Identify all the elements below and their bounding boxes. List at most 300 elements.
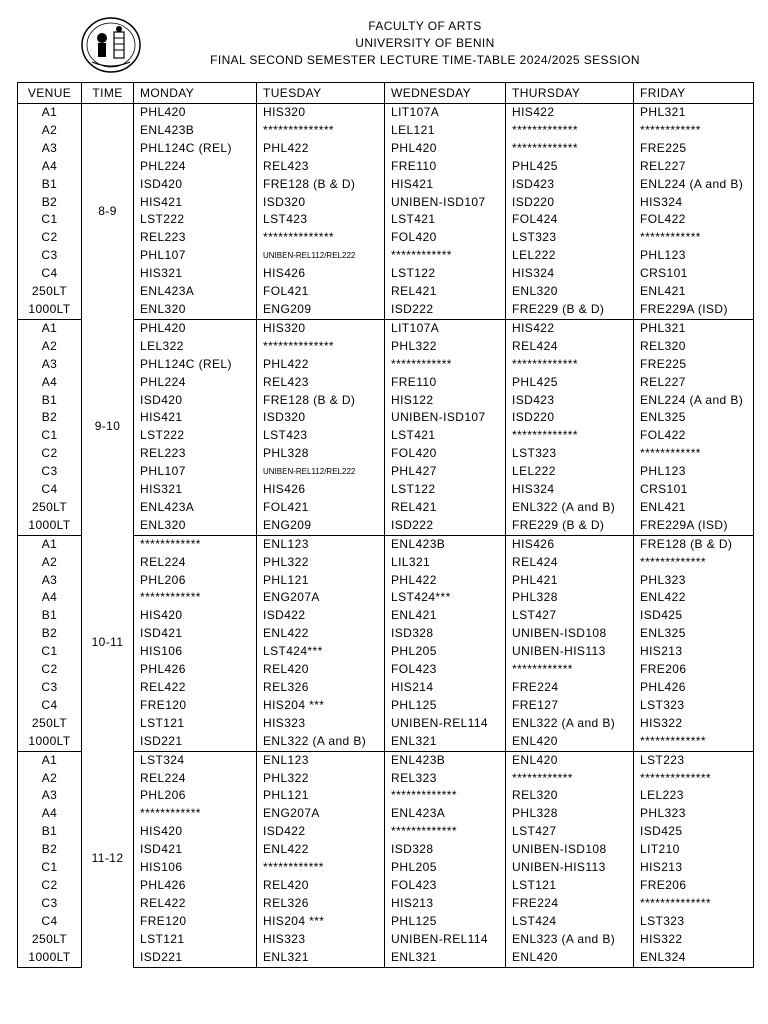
thursday-course-cell: UNIBEN-HIS113 (506, 859, 634, 877)
venue-cell: 1000LT (18, 733, 82, 751)
wednesday-course-cell: ENL423B (385, 535, 506, 553)
thursday-course-cell: ENL420 (506, 949, 634, 967)
thursday-course-cell: LST427 (506, 607, 634, 625)
friday-course-cell: ************** (634, 895, 754, 913)
friday-course-cell: ENL324 (634, 949, 754, 967)
thursday-course-cell: HIS426 (506, 535, 634, 553)
venue-cell: C4 (18, 265, 82, 283)
venue-cell: C2 (18, 229, 82, 247)
thursday-course-cell: UNIBEN-HIS113 (506, 643, 634, 661)
thursday-course-cell: LST424 (506, 913, 634, 931)
tuesday-course-cell: UNIBEN-REL112/REL222 (257, 247, 385, 265)
thursday-course-cell: ISD423 (506, 176, 634, 194)
wednesday-course-cell: LST122 (385, 481, 506, 499)
tuesday-course-cell: HIS204 *** (257, 913, 385, 931)
wednesday-course-cell: PHL422 (385, 572, 506, 590)
monday-course-cell: ISD420 (134, 176, 257, 194)
monday-course-cell: PHL124C (REL) (134, 140, 257, 158)
timetable-title: FINAL SECOND SEMESTER LECTURE TIME-TABLE 2024/2025 SESSION (210, 53, 640, 67)
thursday-course-cell: ISD220 (506, 194, 634, 212)
friday-course-cell: ************* (634, 733, 754, 751)
wednesday-course-cell: ************* (385, 823, 506, 841)
document-heading (150, 18, 700, 69)
wednesday-course-cell: PHL205 (385, 643, 506, 661)
friday-course-cell: PHL123 (634, 247, 754, 265)
thursday-course-cell: HIS324 (506, 481, 634, 499)
friday-course-cell: HIS322 (634, 931, 754, 949)
wednesday-course-cell: FOL423 (385, 877, 506, 895)
venue-cell: C4 (18, 481, 82, 499)
tuesday-course-cell: FOL421 (257, 283, 385, 301)
thursday-course-cell: ENL320 (506, 283, 634, 301)
friday-course-cell: ENL224 (A and B) (634, 176, 754, 194)
friday-course-cell: FRE206 (634, 661, 754, 679)
venue-cell: A2 (18, 338, 82, 356)
friday-course-cell: HIS324 (634, 194, 754, 212)
column-header-wednesday: WEDNESDAY (385, 83, 506, 104)
tuesday-course-cell: ENG207A (257, 805, 385, 823)
friday-course-cell: CRS101 (634, 265, 754, 283)
friday-course-cell: FOL422 (634, 211, 754, 229)
wednesday-course-cell: UNIBEN-REL114 (385, 715, 506, 733)
friday-course-cell: HIS213 (634, 643, 754, 661)
wednesday-course-cell: PHL125 (385, 913, 506, 931)
friday-course-cell: FRE225 (634, 140, 754, 158)
table-row (18, 751, 754, 769)
tuesday-course-cell: PHL322 (257, 770, 385, 788)
thursday-course-cell: PHL425 (506, 374, 634, 392)
time-slot-cell: 8-9 (82, 104, 134, 320)
tuesday-course-cell: REL326 (257, 679, 385, 697)
monday-course-cell: PHL206 (134, 787, 257, 805)
lecture-timetable (17, 82, 754, 968)
friday-course-cell: PHL323 (634, 572, 754, 590)
thursday-course-cell: PHL328 (506, 805, 634, 823)
tuesday-course-cell: LST423 (257, 211, 385, 229)
monday-course-cell: PHL224 (134, 158, 257, 176)
wednesday-course-cell: LST424*** (385, 589, 506, 607)
friday-course-cell: ISD425 (634, 607, 754, 625)
monday-course-cell: REL422 (134, 895, 257, 913)
friday-course-cell: ISD425 (634, 823, 754, 841)
monday-course-cell: LST222 (134, 211, 257, 229)
monday-course-cell: HIS420 (134, 607, 257, 625)
wednesday-course-cell: PHL427 (385, 463, 506, 481)
tuesday-course-cell: ENL422 (257, 625, 385, 643)
venue-cell: B2 (18, 409, 82, 427)
venue-cell: A3 (18, 787, 82, 805)
thursday-course-cell: FRE224 (506, 895, 634, 913)
monday-course-cell: HIS421 (134, 409, 257, 427)
wednesday-course-cell: REL421 (385, 283, 506, 301)
table-header-row (18, 83, 754, 104)
venue-cell: C2 (18, 877, 82, 895)
thursday-course-cell: ************* (506, 122, 634, 140)
tuesday-course-cell: FRE128 (B & D) (257, 176, 385, 194)
monday-course-cell: LST121 (134, 715, 257, 733)
tuesday-course-cell: UNIBEN-REL112/REL222 (257, 463, 385, 481)
wednesday-course-cell: ************* (385, 787, 506, 805)
wednesday-course-cell: ISD328 (385, 625, 506, 643)
monday-course-cell: PHL426 (134, 877, 257, 895)
venue-cell: B1 (18, 823, 82, 841)
wednesday-course-cell: FRE110 (385, 158, 506, 176)
venue-cell: 250LT (18, 931, 82, 949)
tuesday-course-cell: ENG207A (257, 589, 385, 607)
tuesday-course-cell: ************ (257, 859, 385, 877)
monday-course-cell: ISD221 (134, 949, 257, 967)
friday-course-cell: FRE229A (ISD) (634, 301, 754, 319)
friday-course-cell: LST323 (634, 913, 754, 931)
venue-cell: 1000LT (18, 949, 82, 967)
wednesday-course-cell: ISD222 (385, 517, 506, 535)
monday-course-cell: ISD420 (134, 392, 257, 410)
monday-course-cell: PHL224 (134, 374, 257, 392)
column-header-tuesday: TUESDAY (257, 83, 385, 104)
column-header-thursday: THURSDAY (506, 83, 634, 104)
tuesday-course-cell: HIS323 (257, 931, 385, 949)
friday-course-cell: HIS322 (634, 715, 754, 733)
wednesday-course-cell: LIT107A (385, 319, 506, 337)
tuesday-course-cell: HIS426 (257, 265, 385, 283)
monday-course-cell: ISD421 (134, 625, 257, 643)
tuesday-course-cell: REL423 (257, 158, 385, 176)
thursday-course-cell: FRE229 (B & D) (506, 517, 634, 535)
tuesday-course-cell: ENG209 (257, 517, 385, 535)
thursday-course-cell: ENL420 (506, 733, 634, 751)
venue-cell: A4 (18, 589, 82, 607)
friday-course-cell: ************* (634, 554, 754, 572)
wednesday-course-cell: ISD222 (385, 301, 506, 319)
monday-course-cell: ************ (134, 535, 257, 553)
tuesday-course-cell: HIS320 (257, 319, 385, 337)
table-row (18, 104, 754, 122)
friday-course-cell: LIT210 (634, 841, 754, 859)
thursday-course-cell: FOL424 (506, 211, 634, 229)
thursday-course-cell: LEL222 (506, 247, 634, 265)
monday-course-cell: REL422 (134, 679, 257, 697)
wednesday-course-cell: PHL125 (385, 697, 506, 715)
wednesday-course-cell: ************ (385, 247, 506, 265)
monday-course-cell: ENL423A (134, 283, 257, 301)
thursday-course-cell: LST323 (506, 445, 634, 463)
friday-course-cell: REL320 (634, 338, 754, 356)
tuesday-course-cell: REL326 (257, 895, 385, 913)
monday-course-cell: ISD421 (134, 841, 257, 859)
venue-cell: A3 (18, 140, 82, 158)
table-row (18, 319, 754, 337)
wednesday-course-cell: ENL421 (385, 607, 506, 625)
timetable-body (18, 104, 754, 968)
thursday-course-cell: ISD423 (506, 392, 634, 410)
tuesday-course-cell: HIS320 (257, 104, 385, 122)
wednesday-course-cell: FOL423 (385, 661, 506, 679)
venue-cell: A1 (18, 104, 82, 122)
venue-cell: C3 (18, 463, 82, 481)
friday-course-cell: FOL422 (634, 427, 754, 445)
venue-cell: B2 (18, 625, 82, 643)
friday-course-cell: ************ (634, 229, 754, 247)
friday-course-cell: PHL426 (634, 679, 754, 697)
venue-cell: A3 (18, 572, 82, 590)
monday-course-cell: HIS106 (134, 643, 257, 661)
friday-course-cell: ENL421 (634, 283, 754, 301)
thursday-course-cell: LST121 (506, 877, 634, 895)
wednesday-course-cell: PHL205 (385, 859, 506, 877)
wednesday-course-cell: LIT107A (385, 104, 506, 122)
wednesday-course-cell: REL323 (385, 770, 506, 788)
tuesday-course-cell: PHL322 (257, 554, 385, 572)
monday-course-cell: PHL107 (134, 463, 257, 481)
wednesday-course-cell: LEL121 (385, 122, 506, 140)
venue-cell: 250LT (18, 715, 82, 733)
friday-course-cell: LST223 (634, 751, 754, 769)
university-crest-logo (80, 16, 142, 74)
thursday-course-cell: HIS324 (506, 265, 634, 283)
venue-cell: 250LT (18, 499, 82, 517)
monday-course-cell: FRE120 (134, 697, 257, 715)
monday-course-cell: ENL423A (134, 499, 257, 517)
wednesday-course-cell: UNIBEN-ISD107 (385, 409, 506, 427)
friday-course-cell: ENL224 (A and B) (634, 392, 754, 410)
thursday-course-cell: ************ (506, 661, 634, 679)
venue-cell: A1 (18, 751, 82, 769)
friday-course-cell: REL227 (634, 158, 754, 176)
thursday-course-cell: ENL420 (506, 751, 634, 769)
thursday-course-cell: HIS422 (506, 319, 634, 337)
tuesday-course-cell: PHL121 (257, 787, 385, 805)
thursday-course-cell: REL424 (506, 554, 634, 572)
monday-course-cell: PHL426 (134, 661, 257, 679)
column-header-friday: FRIDAY (634, 83, 754, 104)
wednesday-course-cell: UNIBEN-REL114 (385, 931, 506, 949)
thursday-course-cell: PHL421 (506, 572, 634, 590)
wednesday-course-cell: HIS421 (385, 176, 506, 194)
wednesday-course-cell: FRE110 (385, 374, 506, 392)
wednesday-course-cell: FOL420 (385, 445, 506, 463)
monday-course-cell: HIS106 (134, 859, 257, 877)
tuesday-course-cell: ISD320 (257, 409, 385, 427)
friday-course-cell: ************** (634, 770, 754, 788)
thursday-course-cell: LEL222 (506, 463, 634, 481)
thursday-course-cell: LST323 (506, 229, 634, 247)
tuesday-course-cell: REL420 (257, 877, 385, 895)
friday-course-cell: PHL123 (634, 463, 754, 481)
venue-cell: 1000LT (18, 517, 82, 535)
friday-course-cell: FRE206 (634, 877, 754, 895)
tuesday-course-cell: ENG209 (257, 301, 385, 319)
monday-course-cell: REL223 (134, 229, 257, 247)
tuesday-course-cell: ************** (257, 122, 385, 140)
thursday-course-cell: ENL322 (A and B) (506, 715, 634, 733)
tuesday-course-cell: ISD422 (257, 607, 385, 625)
tuesday-course-cell: ISD320 (257, 194, 385, 212)
friday-course-cell: HIS213 (634, 859, 754, 877)
thursday-course-cell: ************* (506, 427, 634, 445)
monday-course-cell: PHL420 (134, 104, 257, 122)
friday-course-cell: ************ (634, 445, 754, 463)
monday-course-cell: FRE120 (134, 913, 257, 931)
wednesday-course-cell: PHL322 (385, 338, 506, 356)
venue-cell: A3 (18, 356, 82, 374)
venue-cell: C4 (18, 697, 82, 715)
venue-cell: A2 (18, 122, 82, 140)
thursday-course-cell: FRE229 (B & D) (506, 301, 634, 319)
wednesday-course-cell: LST421 (385, 211, 506, 229)
tuesday-course-cell: HIS426 (257, 481, 385, 499)
venue-cell: C1 (18, 643, 82, 661)
friday-course-cell: ************ (634, 122, 754, 140)
wednesday-course-cell: LST421 (385, 427, 506, 445)
friday-course-cell: FRE128 (B & D) (634, 535, 754, 553)
column-header-venue: VENUE (18, 83, 82, 104)
time-slot-cell: 11-12 (82, 751, 134, 967)
thursday-course-cell: ENL323 (A and B) (506, 931, 634, 949)
thursday-course-cell: ISD220 (506, 409, 634, 427)
venue-cell: C4 (18, 913, 82, 931)
monday-course-cell: LST324 (134, 751, 257, 769)
university-title: UNIVERSITY OF BENIN (355, 36, 495, 50)
monday-course-cell: PHL107 (134, 247, 257, 265)
tuesday-course-cell: FRE128 (B & D) (257, 392, 385, 410)
wednesday-course-cell: ENL423B (385, 751, 506, 769)
tuesday-course-cell: ENL321 (257, 949, 385, 967)
tuesday-course-cell: HIS204 *** (257, 697, 385, 715)
venue-cell: C2 (18, 661, 82, 679)
venue-cell: B1 (18, 607, 82, 625)
monday-course-cell: HIS321 (134, 481, 257, 499)
tuesday-course-cell: ************** (257, 229, 385, 247)
tuesday-course-cell: REL420 (257, 661, 385, 679)
tuesday-course-cell: PHL121 (257, 572, 385, 590)
thursday-course-cell: REL424 (506, 338, 634, 356)
friday-course-cell: PHL323 (634, 805, 754, 823)
faculty-title: FACULTY OF ARTS (368, 19, 482, 33)
venue-cell: B1 (18, 392, 82, 410)
monday-course-cell: REL224 (134, 554, 257, 572)
table-row (18, 535, 754, 553)
friday-course-cell: LST323 (634, 697, 754, 715)
tuesday-course-cell: PHL422 (257, 356, 385, 374)
monday-course-cell: HIS321 (134, 265, 257, 283)
thursday-course-cell: ************* (506, 356, 634, 374)
friday-course-cell: ENL325 (634, 625, 754, 643)
venue-cell: C1 (18, 859, 82, 877)
thursday-course-cell: HIS422 (506, 104, 634, 122)
venue-cell: A1 (18, 319, 82, 337)
time-slot-cell: 9-10 (82, 319, 134, 535)
monday-course-cell: LST222 (134, 427, 257, 445)
wednesday-course-cell: LIL321 (385, 554, 506, 572)
column-header-time: TIME (82, 83, 134, 104)
friday-course-cell: PHL321 (634, 104, 754, 122)
wednesday-course-cell: ENL423A (385, 805, 506, 823)
monday-course-cell: ************ (134, 589, 257, 607)
venue-cell: C2 (18, 445, 82, 463)
monday-course-cell: HIS421 (134, 194, 257, 212)
monday-course-cell: ************ (134, 805, 257, 823)
friday-course-cell: PHL321 (634, 319, 754, 337)
thursday-course-cell: LST427 (506, 823, 634, 841)
monday-course-cell: REL224 (134, 770, 257, 788)
monday-course-cell: LEL322 (134, 338, 257, 356)
friday-course-cell: ENL421 (634, 499, 754, 517)
venue-cell: B1 (18, 176, 82, 194)
monday-course-cell: HIS420 (134, 823, 257, 841)
venue-cell: A4 (18, 158, 82, 176)
monday-course-cell: PHL420 (134, 319, 257, 337)
venue-cell: C3 (18, 247, 82, 265)
venue-cell: C3 (18, 679, 82, 697)
tuesday-course-cell: ENL322 (A and B) (257, 733, 385, 751)
thursday-course-cell: UNIBEN-ISD108 (506, 841, 634, 859)
monday-course-cell: ENL320 (134, 301, 257, 319)
tuesday-course-cell: ENL422 (257, 841, 385, 859)
tuesday-course-cell: ENL123 (257, 751, 385, 769)
venue-cell: A1 (18, 535, 82, 553)
tuesday-course-cell: ENL123 (257, 535, 385, 553)
friday-course-cell: ENL422 (634, 589, 754, 607)
wednesday-course-cell: PHL420 (385, 140, 506, 158)
tuesday-course-cell: ISD422 (257, 823, 385, 841)
thursday-course-cell: FRE224 (506, 679, 634, 697)
friday-course-cell: FRE229A (ISD) (634, 517, 754, 535)
wednesday-course-cell: ************ (385, 356, 506, 374)
monday-course-cell: LST121 (134, 931, 257, 949)
thursday-course-cell: UNIBEN-ISD108 (506, 625, 634, 643)
venue-cell: C1 (18, 427, 82, 445)
tuesday-course-cell: FOL421 (257, 499, 385, 517)
thursday-course-cell: ENL322 (A and B) (506, 499, 634, 517)
wednesday-course-cell: ISD328 (385, 841, 506, 859)
wednesday-course-cell: LST122 (385, 265, 506, 283)
venue-cell: A4 (18, 805, 82, 823)
friday-course-cell: CRS101 (634, 481, 754, 499)
venue-cell: A4 (18, 374, 82, 392)
monday-course-cell: ENL423B (134, 122, 257, 140)
venue-cell: 250LT (18, 283, 82, 301)
tuesday-course-cell: ************** (257, 338, 385, 356)
tuesday-course-cell: HIS323 (257, 715, 385, 733)
venue-cell: A2 (18, 770, 82, 788)
tuesday-course-cell: PHL422 (257, 140, 385, 158)
tuesday-course-cell: PHL328 (257, 445, 385, 463)
friday-course-cell: ENL325 (634, 409, 754, 427)
tuesday-course-cell: REL423 (257, 374, 385, 392)
thursday-course-cell: PHL328 (506, 589, 634, 607)
thursday-course-cell: ************* (506, 140, 634, 158)
wednesday-course-cell: FOL420 (385, 229, 506, 247)
venue-cell: B2 (18, 194, 82, 212)
wednesday-course-cell: REL421 (385, 499, 506, 517)
venue-cell: B2 (18, 841, 82, 859)
monday-course-cell: PHL124C (REL) (134, 356, 257, 374)
wednesday-course-cell: HIS122 (385, 392, 506, 410)
monday-course-cell: REL223 (134, 445, 257, 463)
wednesday-course-cell: UNIBEN-ISD107 (385, 194, 506, 212)
venue-cell: 1000LT (18, 301, 82, 319)
thursday-course-cell: ************ (506, 770, 634, 788)
column-header-monday: MONDAY (134, 83, 257, 104)
venue-cell: C3 (18, 895, 82, 913)
wednesday-course-cell: ENL321 (385, 949, 506, 967)
venue-cell: A2 (18, 554, 82, 572)
monday-course-cell: PHL206 (134, 572, 257, 590)
thursday-course-cell: FRE127 (506, 697, 634, 715)
tuesday-course-cell: LST424*** (257, 643, 385, 661)
wednesday-course-cell: ENL321 (385, 733, 506, 751)
time-slot-cell: 10-11 (82, 535, 134, 751)
